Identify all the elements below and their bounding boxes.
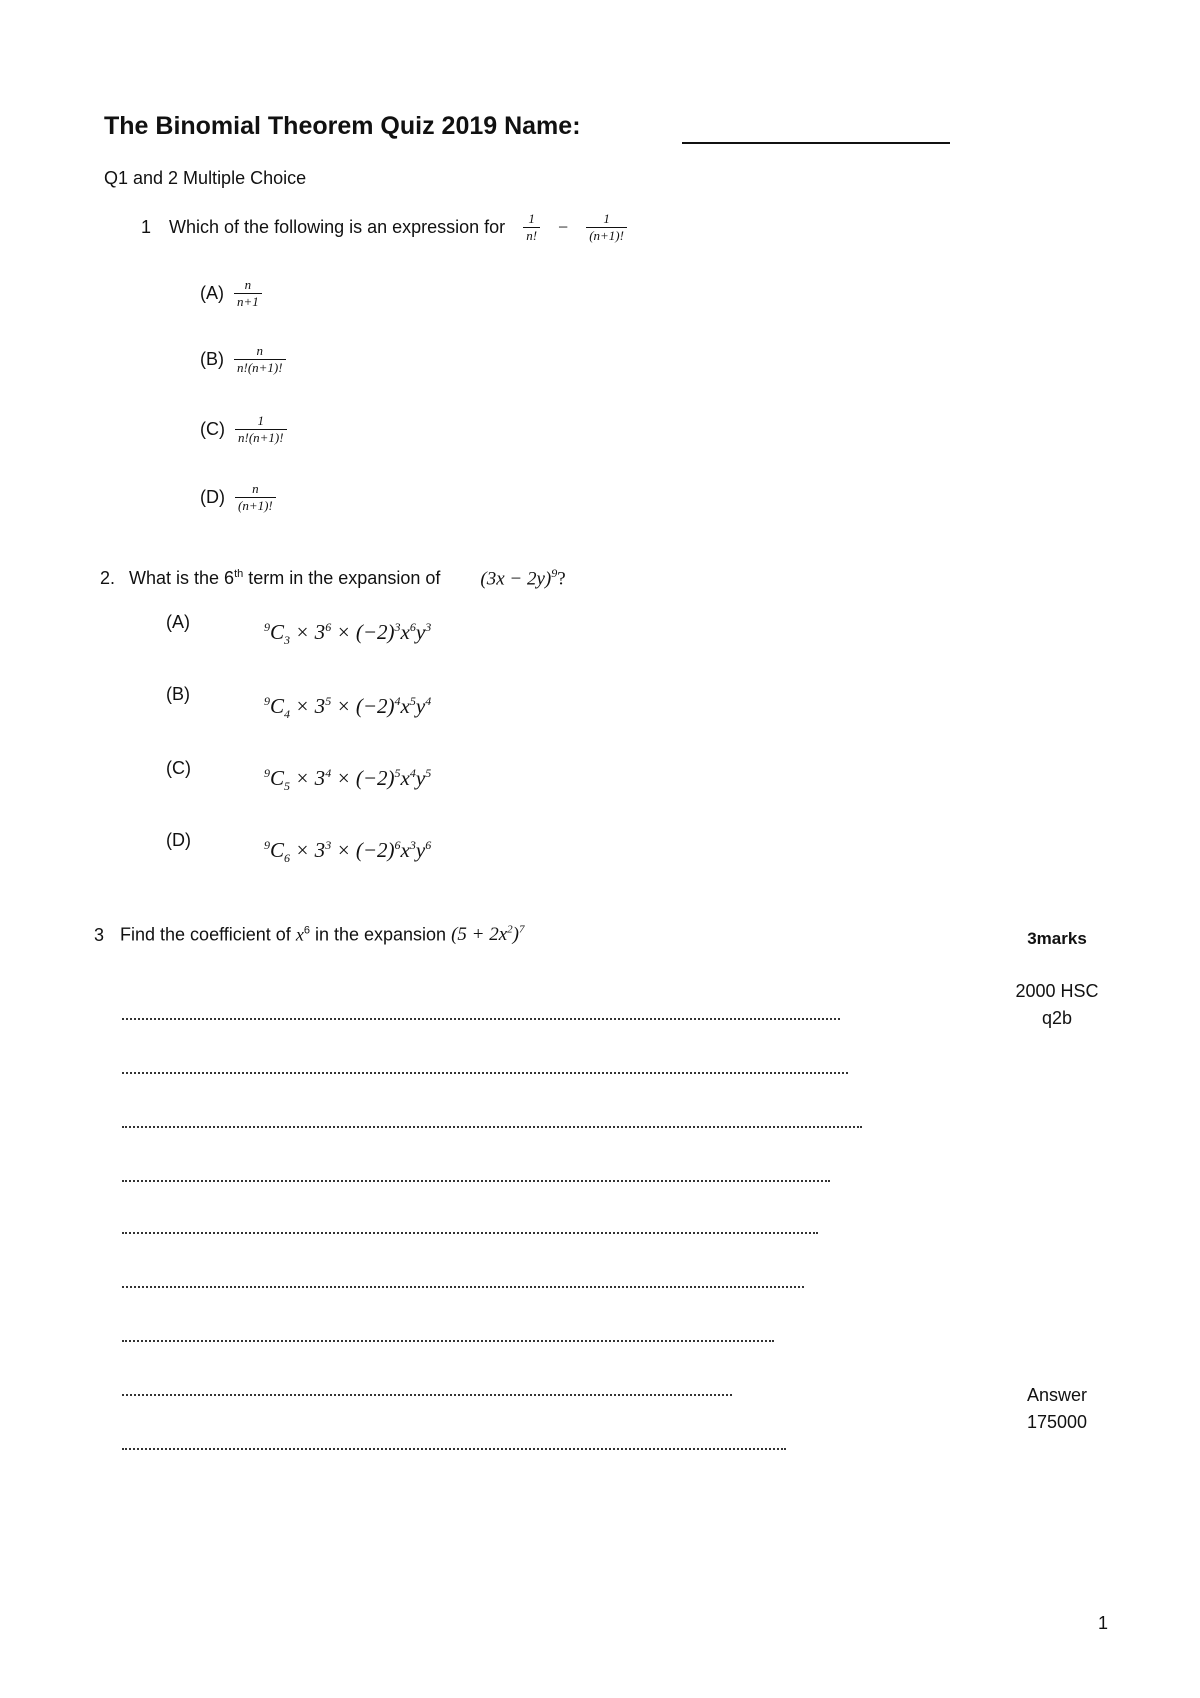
answer-line[interactable] — [122, 1180, 830, 1182]
option-label: (C) — [166, 758, 191, 778]
answer-label: Answer — [1026, 1385, 1088, 1405]
section-heading: Q1 and 2 Multiple Choice — [104, 168, 307, 188]
option-label: (D) — [200, 487, 225, 508]
q2-option-d-expression: $^9C_6 \times 3^3 \times (-2)^6x^3y^6$ — [264, 838, 432, 866]
q2-option-d[interactable] — [166, 830, 191, 851]
page-title: The Binomial Theorem Quiz 2019 Name: — [104, 112, 581, 140]
answer-line[interactable] — [122, 1126, 862, 1128]
page-number: 1 — [1097, 1613, 1108, 1633]
source-line-2: q2b — [1041, 1008, 1073, 1028]
name-answer-line[interactable] — [682, 142, 950, 144]
answer-line[interactable] — [122, 1448, 786, 1450]
answer-value: 175000 — [1026, 1412, 1088, 1432]
answer-line[interactable] — [122, 1232, 818, 1234]
source-reference — [1002, 978, 1112, 1032]
answer-line[interactable] — [122, 1394, 732, 1396]
marks-label: 3marks — [1027, 929, 1087, 948]
option-fraction: $\frac{n}{(n+1)!}$ — [235, 482, 276, 514]
source-line-1: 2000 HSC — [1015, 981, 1099, 1001]
q1-option-b[interactable] — [200, 344, 286, 376]
fraction-one-over-n-plus-one-factorial: $\frac{1}{(n+1)!}$ — [586, 212, 627, 244]
q2-option-c[interactable] — [166, 758, 191, 779]
question-expression: $(3x - 2y)^9$? — [480, 566, 566, 590]
q2-option-b[interactable] — [166, 684, 190, 705]
q2-option-b-expression: $^9C_4 \times 3^5 \times (-2)^4x^5y^4$ — [264, 694, 432, 722]
question-1 — [141, 212, 627, 244]
question-text: What is the 6th term in the expansion of — [129, 567, 441, 588]
answer-line[interactable] — [122, 1286, 804, 1288]
fraction-one-over-n-factorial: $\frac{1}{n!}$ — [523, 212, 540, 244]
option-label: (B) — [200, 349, 224, 370]
option-label: (C) — [200, 419, 225, 440]
question-2 — [100, 566, 566, 590]
q2-option-c-expression: $^9C_5 \times 3^4 \times (-2)^5x^4y^5$ — [264, 766, 432, 794]
answer-line[interactable] — [122, 1072, 848, 1074]
question-number: 1 — [141, 217, 152, 238]
q1-option-a[interactable] — [200, 278, 262, 310]
option-fraction: $\frac{1}{n!(n+1)!}$ — [235, 414, 287, 446]
option-label: (A) — [166, 612, 190, 632]
option-fraction: $\frac{n}{n!(n+1)!}$ — [234, 344, 286, 376]
option-label: (B) — [166, 684, 190, 704]
question-3 — [94, 924, 524, 946]
question-text: Which of the following is an expression for — [169, 217, 506, 238]
answer-line[interactable] — [122, 1018, 840, 1020]
question-text: Find the coefficient of $x^6$ in the expansion $(5 + 2x^2)^7$ — [120, 924, 525, 946]
q1-option-c[interactable] — [200, 414, 287, 446]
q1-option-d[interactable] — [200, 482, 276, 514]
option-label: (A) — [200, 283, 224, 304]
option-fraction: $\frac{n}{n+1}$ — [234, 278, 262, 310]
answer-line[interactable] — [122, 1340, 774, 1342]
q2-option-a-expression: $^9C_3 \times 3^6 \times (-2)^3x^6y^3$ — [264, 620, 432, 648]
answer-block — [1002, 1382, 1112, 1436]
q2-option-a[interactable] — [166, 612, 190, 633]
question-number: 2. — [100, 567, 116, 588]
minus-sign: − — [558, 217, 569, 238]
question-number: 3 — [94, 924, 105, 945]
option-label: (D) — [166, 830, 191, 850]
